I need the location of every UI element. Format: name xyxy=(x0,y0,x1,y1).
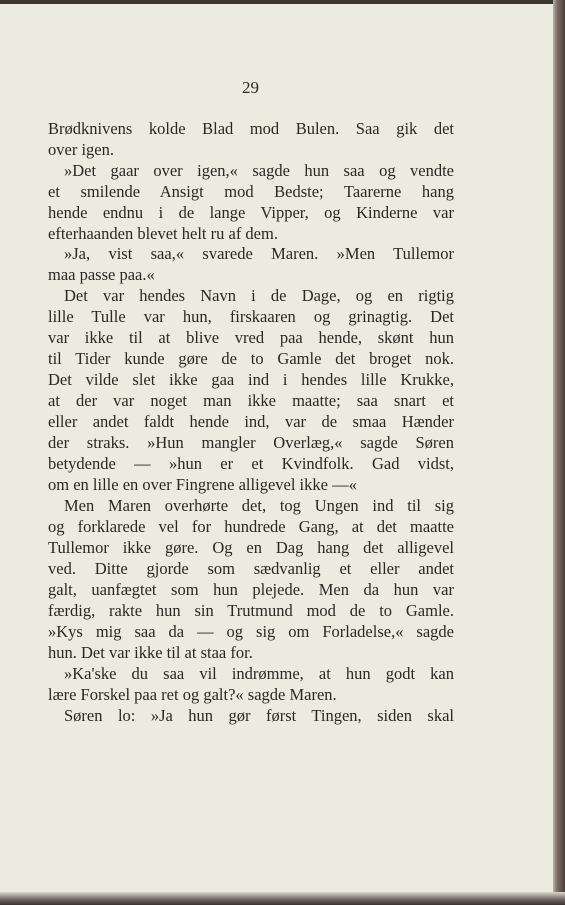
text-line: at der var noget man ikke maatte; saa snart et xyxy=(48,391,454,410)
text-line: lille Tulle var hun, firskaaren og grinagtig. Det xyxy=(48,307,454,326)
text-line: Brødknivens kolde Blad mod Bulen. Saa gik det xyxy=(48,119,454,138)
text-line: »Ka'ske du saa vil indrømme, at hun godt kan xyxy=(64,664,454,683)
text-line: om en lille en over Fingrene alligevel ikke —« xyxy=(48,475,357,494)
text-line: hun. Det var ikke til at staa for. xyxy=(48,643,253,662)
text-line: Men Maren overhørte det, tog Ungen ind til sig xyxy=(64,496,454,515)
text-line: efterhaanden blevet helt ru af dem. xyxy=(48,224,278,243)
text-line: var ikke til at blive vred paa hende, skønt hun xyxy=(48,328,454,347)
text-line: til Tider kunde gøre de to Gamle det broget nok. xyxy=(48,349,454,368)
text-line: Tullemor ikke gøre. Og en Dag hang det alligevel xyxy=(48,538,454,557)
text-line: et smilende Ansigt mod Bedste; Taarerne hang xyxy=(48,182,454,201)
page-number: 29 xyxy=(242,78,259,97)
text-line: Det var hendes Navn i de Dage, og en rigtig xyxy=(64,286,454,305)
text-line: maa passe paa.« xyxy=(48,265,155,284)
text-line: eller andet faldt hende ind, var de smaa Hænder xyxy=(48,412,454,431)
text-line: færdig, rakte hun sin Trutmund mod de to Gamle. xyxy=(48,601,454,620)
page-bottom-shadow xyxy=(0,892,565,905)
text-line: »Kys mig saa da — og sig om Forladelse,« sagde xyxy=(48,622,454,641)
text-line: over igen. xyxy=(48,140,114,159)
text-line: »Ja, vist saa,« svarede Maren. »Men Tullemor xyxy=(64,244,454,263)
page-edge-shadow xyxy=(553,0,565,905)
text-line: ved. Ditte gjorde som sædvanlig et eller andet xyxy=(48,559,454,578)
text-line: Det vilde slet ikke gaa ind i hendes lille Krukke, xyxy=(48,370,454,389)
text-line: betydende — »hun er et Kvindfolk. Gad vidst, xyxy=(48,454,454,473)
text-line: Søren lo: »Ja hun gør først Tingen, siden skal xyxy=(64,706,454,725)
text-line: »Det gaar over igen,« sagde hun saa og vendte xyxy=(64,161,454,180)
text-line: galt, uanfægtet som hun plejede. Men da hun var xyxy=(48,580,454,599)
text-line: lære Forskel paa ret og galt?« sagde Maren. xyxy=(48,685,337,704)
book-page xyxy=(0,4,555,892)
text-line: der straks. »Hun mangler Overlæg,« sagde Søren xyxy=(48,433,454,452)
text-line: og forklarede vel for hundrede Gang, at det maatte xyxy=(48,517,454,536)
text-line: hende endnu i de lange Vipper, og Kinderne var xyxy=(48,203,454,222)
